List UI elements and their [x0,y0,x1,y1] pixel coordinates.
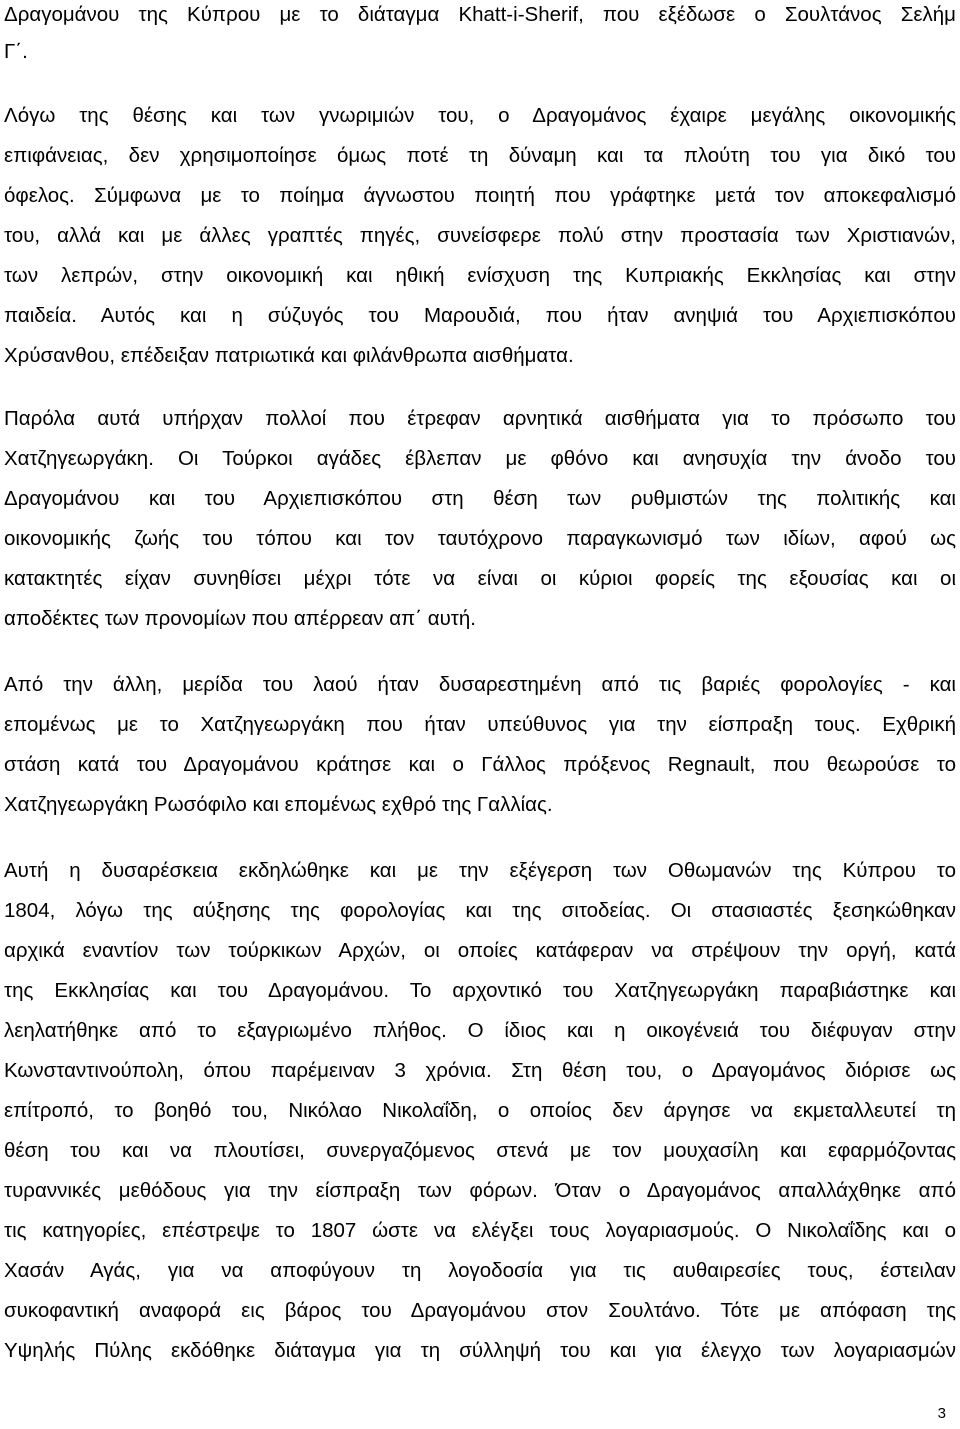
text-line: τις κατηγορίες, επέστρεψε το 1807 ώστε να ελέγξει τους λογαριασμούς. Ο Νικολαΐδης και ο [4,1219,956,1242]
text-line: Χατζηγεωργάκη. Οι Τούρκοι αγάδες έβλεπαν με φθόνο και ανησυχία την άνοδο του [4,447,956,470]
text-line: Αυτή η δυσαρέσκεια εκδηλώθηκε και με την εξέγερση των Οθωμανών της Κύπρου το [4,859,956,882]
text-line: Λόγω της θέσης και των γνωριμιών του, ο Δραγομάνος έχαιρε μεγάλης οικονομικής [4,104,956,127]
text-line: αποδέκτες των προνομίων που απέρρεαν απ΄ αυτή. [4,607,476,630]
text-line: Υψηλής Πύλης εκδόθηκε διάταγμα για τη σύλληψή του και για έλεγχο των λογαριασμών [4,1339,956,1362]
text-line: Γ΄. [4,40,28,63]
page-number: 3 [937,1405,946,1422]
text-line: Δραγομάνου της Κύπρου με το διάταγμα Khatt-i-Sherif, που εξέδωσε ο Σουλτάνος Σελήμ [4,3,956,26]
text-line: Χατζηγεωργάκη Ρωσόφιλο και επομένως εχθρό της Γαλλίας. [4,793,553,816]
text-line: Χασάν Αγάς, για να αποφύγουν τη λογοδοσία για τις αυθαιρεσίες τους, έστειλαν [4,1259,956,1282]
text-line: παιδεία. Αυτός και η σύζυγός του Μαρουδιά, που ήταν ανηψιά του Αρχιεπισκόπου [4,304,956,327]
text-line: Κωνσταντινούπολη, όπου παρέμειναν 3 χρόνια. Στη θέση του, ο Δραγομάνος διόρισε ως [4,1059,956,1082]
text-line: 1804, λόγω της αύξησης της φορολογίας και της σιτοδείας. Οι στασιαστές ξεσηκώθηκαν [4,899,956,922]
text-line: όφελος. Σύμφωνα με το ποίημα άγνωστου ποιητή που γράφτηκε μετά τον αποκεφαλισμό [4,184,956,207]
text-line: Παρόλα αυτά υπήρχαν πολλοί που έτρεφαν αρνητικά αισθήματα για το πρόσωπο του [4,407,956,430]
text-line: οικονομικής ζωής του τόπου και τον ταυτόχρονο παραγκωνισμό των ιδίων, αφού ως [4,527,956,550]
text-line: κατακτητές είχαν συνηθίσει μέχρι τότε να είναι οι κύριοι φορείς της εξουσίας και οι [4,567,956,590]
text-line: συκοφαντική αναφορά εις βάρος του Δραγομάνου στον Σουλτάνο. Τότε με απόφαση της [4,1299,956,1322]
text-line: αρχικά εναντίον των τούρκικων Αρχών, οι οποίες κατάφεραν να στρέψουν την οργή, κατά [4,939,956,962]
text-line: Χρύσανθου, επέδειξαν πατριωτικά και φιλάνθρωπα αισθήματα. [4,344,574,367]
text-line: Από την άλλη, μερίδα του λαού ήταν δυσαρεστημένη από τις βαριές φορολογίες - και [4,673,956,696]
text-line: επομένως με το Χατζηγεωργάκη που ήταν υπεύθυνος για την είσπραξη τους. Εχθρική [4,713,956,736]
text-line: Δραγομάνου και του Αρχιεπισκόπου στη θέση των ρυθμιστών της πολιτικής και [4,487,956,510]
text-line: της Εκκλησίας και του Δραγομάνου. Το αρχοντικό του Χατζηγεωργάκη παραβιάστηκε και [4,979,956,1002]
text-line: λεηλατήθηκε από το εξαγριωμένο πλήθος. Ο ίδιος και η οικογένειά του διέφυγαν στην [4,1019,956,1042]
text-line: επίτροπό, το βοηθό του, Νικόλαο Νικολαΐδη, ο οποίος δεν άργησε να εκμεταλλευτεί τη [4,1099,956,1122]
text-line: του, αλλά και με άλλες γραπτές πηγές, συνείσφερε πολύ στην προστασία των Χριστιανών, [4,224,956,247]
text-line: των λεπρών, στην οικονομική και ηθική ενίσχυση της Κυπριακής Εκκλησίας και στην [4,264,956,287]
text-line: τυραννικές μεθόδους για την είσπραξη των φόρων. Όταν ο Δραγομάνος απαλλάχθηκε από [4,1179,956,1202]
text-line: στάση κατά του Δραγομάνου κράτησε και ο Γάλλος πρόξενος Regnault, που θεωρούσε το [4,753,956,776]
text-line: επιφάνειας, δεν χρησιμοποίησε όμως ποτέ τη δύναμη και τα πλούτη του για δικό του [4,144,956,167]
text-line: θέση του και να πλουτίσει, συνεργαζόμενος στενά με τον μουχασίλη και εφαρμόζοντας [4,1139,956,1162]
